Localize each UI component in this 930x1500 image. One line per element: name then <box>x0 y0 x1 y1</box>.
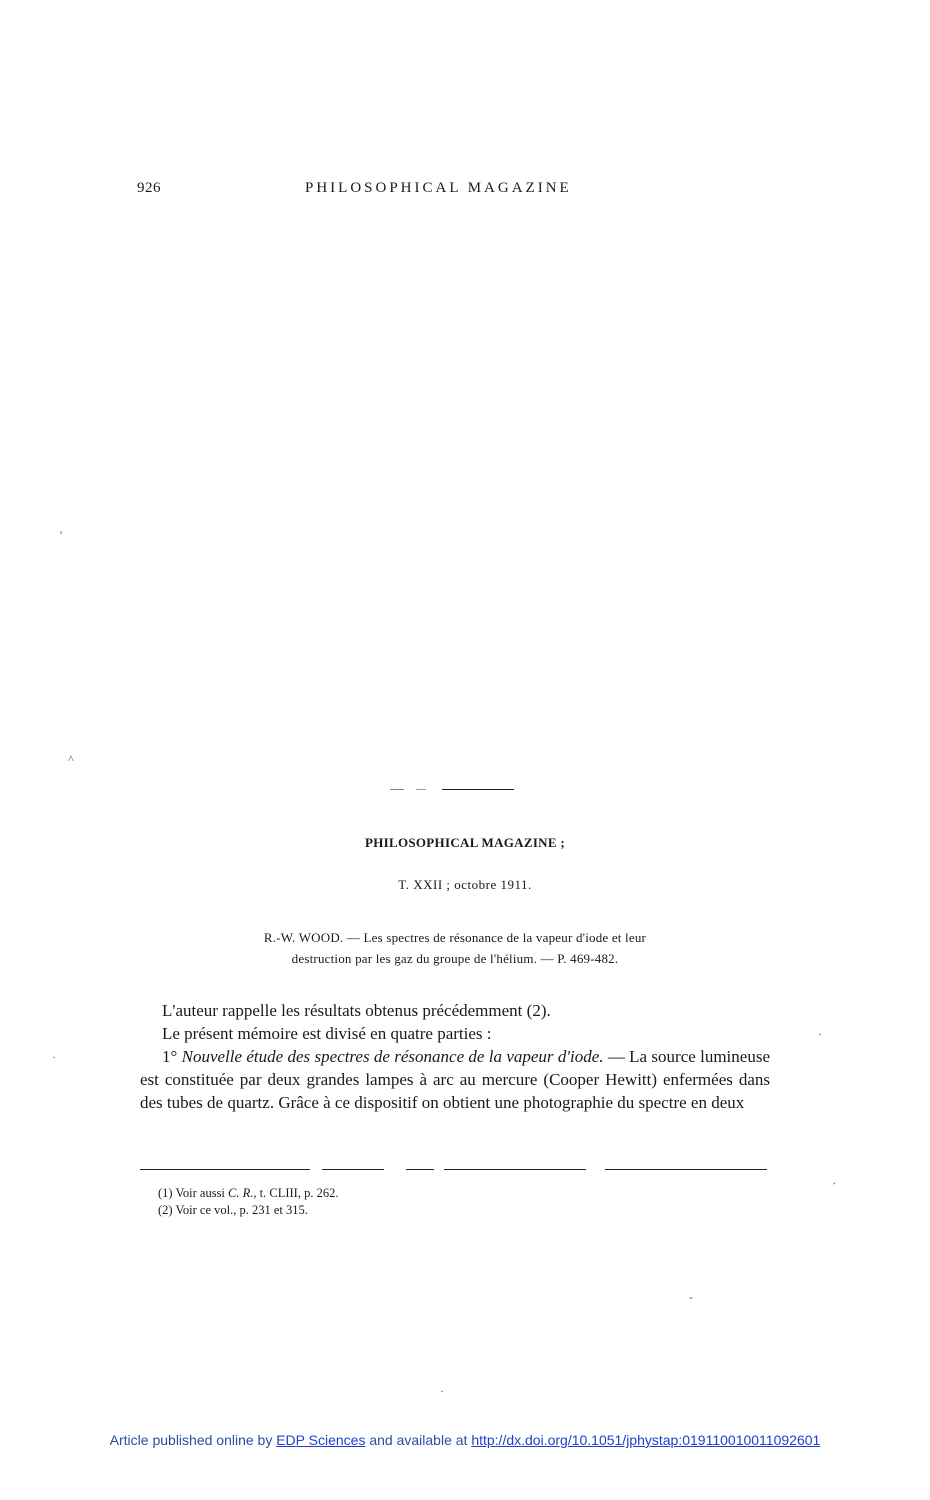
footnote-mark: (2) <box>158 1203 173 1217</box>
scan-speck: ´ <box>832 1180 836 1194</box>
article-heading-line: R.-W. WOOD. — Les spectres de résonance de la vapeur d'iode et leur <box>263 930 647 945</box>
scan-speck: ^ <box>68 752 74 766</box>
paragraph <box>140 999 770 1022</box>
footnotes <box>158 1185 758 1219</box>
volume-line: T. XXII ; octobre 1911. <box>398 877 532 892</box>
paragraph-text: — La source lumineuse est constituée par deux grandes lampes à arc au mercure (Cooper Hewitt) enfermées dans des tubes de quartz. Grâce à ce dispositif on obtient une photographie du spectre en deux <box>140 1047 770 1112</box>
page-number: 926 <box>137 180 161 196</box>
article-heading <box>140 927 770 969</box>
footnote-mark: (1) <box>158 1186 173 1200</box>
section-title: Nouvelle étude des spectres de résonance de la vapeur d'iode. <box>181 1047 604 1066</box>
paragraph-text: . <box>546 1001 551 1020</box>
separator-rule-short <box>390 789 404 790</box>
footnote-rule <box>605 1169 767 1170</box>
journal-title: PHILOSOPHICAL MAGAZINE ; <box>364 835 566 850</box>
publisher-link[interactable]: EDP Sciences <box>276 1432 366 1448</box>
paragraph: Le présent mémoire est divisé en quatre parties : <box>162 1024 492 1043</box>
footnote-rule <box>444 1169 586 1170</box>
separator-rule <box>442 789 514 790</box>
scan-speck: · <box>52 1050 56 1064</box>
running-title: PHILOSOPHICAL MAGAZINE <box>305 180 572 196</box>
footnote <box>158 1185 758 1202</box>
publisher-footer <box>0 1432 930 1448</box>
footnote-rule <box>140 1169 310 1170</box>
scan-speck: - <box>689 1290 693 1304</box>
article-heading-line: destruction par les gaz du groupe de l'hélium. — P. 469-482. <box>291 951 619 966</box>
footnote-text: Voir ce vol., p. 231 et 315. <box>172 1203 308 1217</box>
scan-speck: · <box>440 1384 444 1398</box>
scan-speck: ' <box>60 528 63 542</box>
footnote-rule <box>406 1169 434 1170</box>
body-text <box>140 999 770 1114</box>
footnote <box>158 1202 758 1219</box>
footnote-rule <box>322 1169 384 1170</box>
doi-link[interactable]: http://dx.doi.org/10.1051/jphystap:019110010011092601 <box>471 1432 821 1448</box>
footer-text: and available at <box>365 1432 472 1448</box>
separator-rule-short <box>416 789 426 790</box>
footnote-text-italic: C. R. <box>228 1186 254 1200</box>
footnote-text: Voir aussi <box>172 1186 229 1200</box>
footer-text: Article published online by <box>109 1432 277 1448</box>
footnote-text: , t. CLIII, p. 262. <box>253 1186 339 1200</box>
paragraph <box>140 1045 770 1114</box>
footnote-reference: (2) <box>526 1001 547 1020</box>
section-number: 1° <box>162 1047 182 1066</box>
paragraph-text: L'auteur rappelle les résultats obtenus précédemment <box>162 1001 527 1020</box>
scan-speck: · <box>818 1027 822 1041</box>
